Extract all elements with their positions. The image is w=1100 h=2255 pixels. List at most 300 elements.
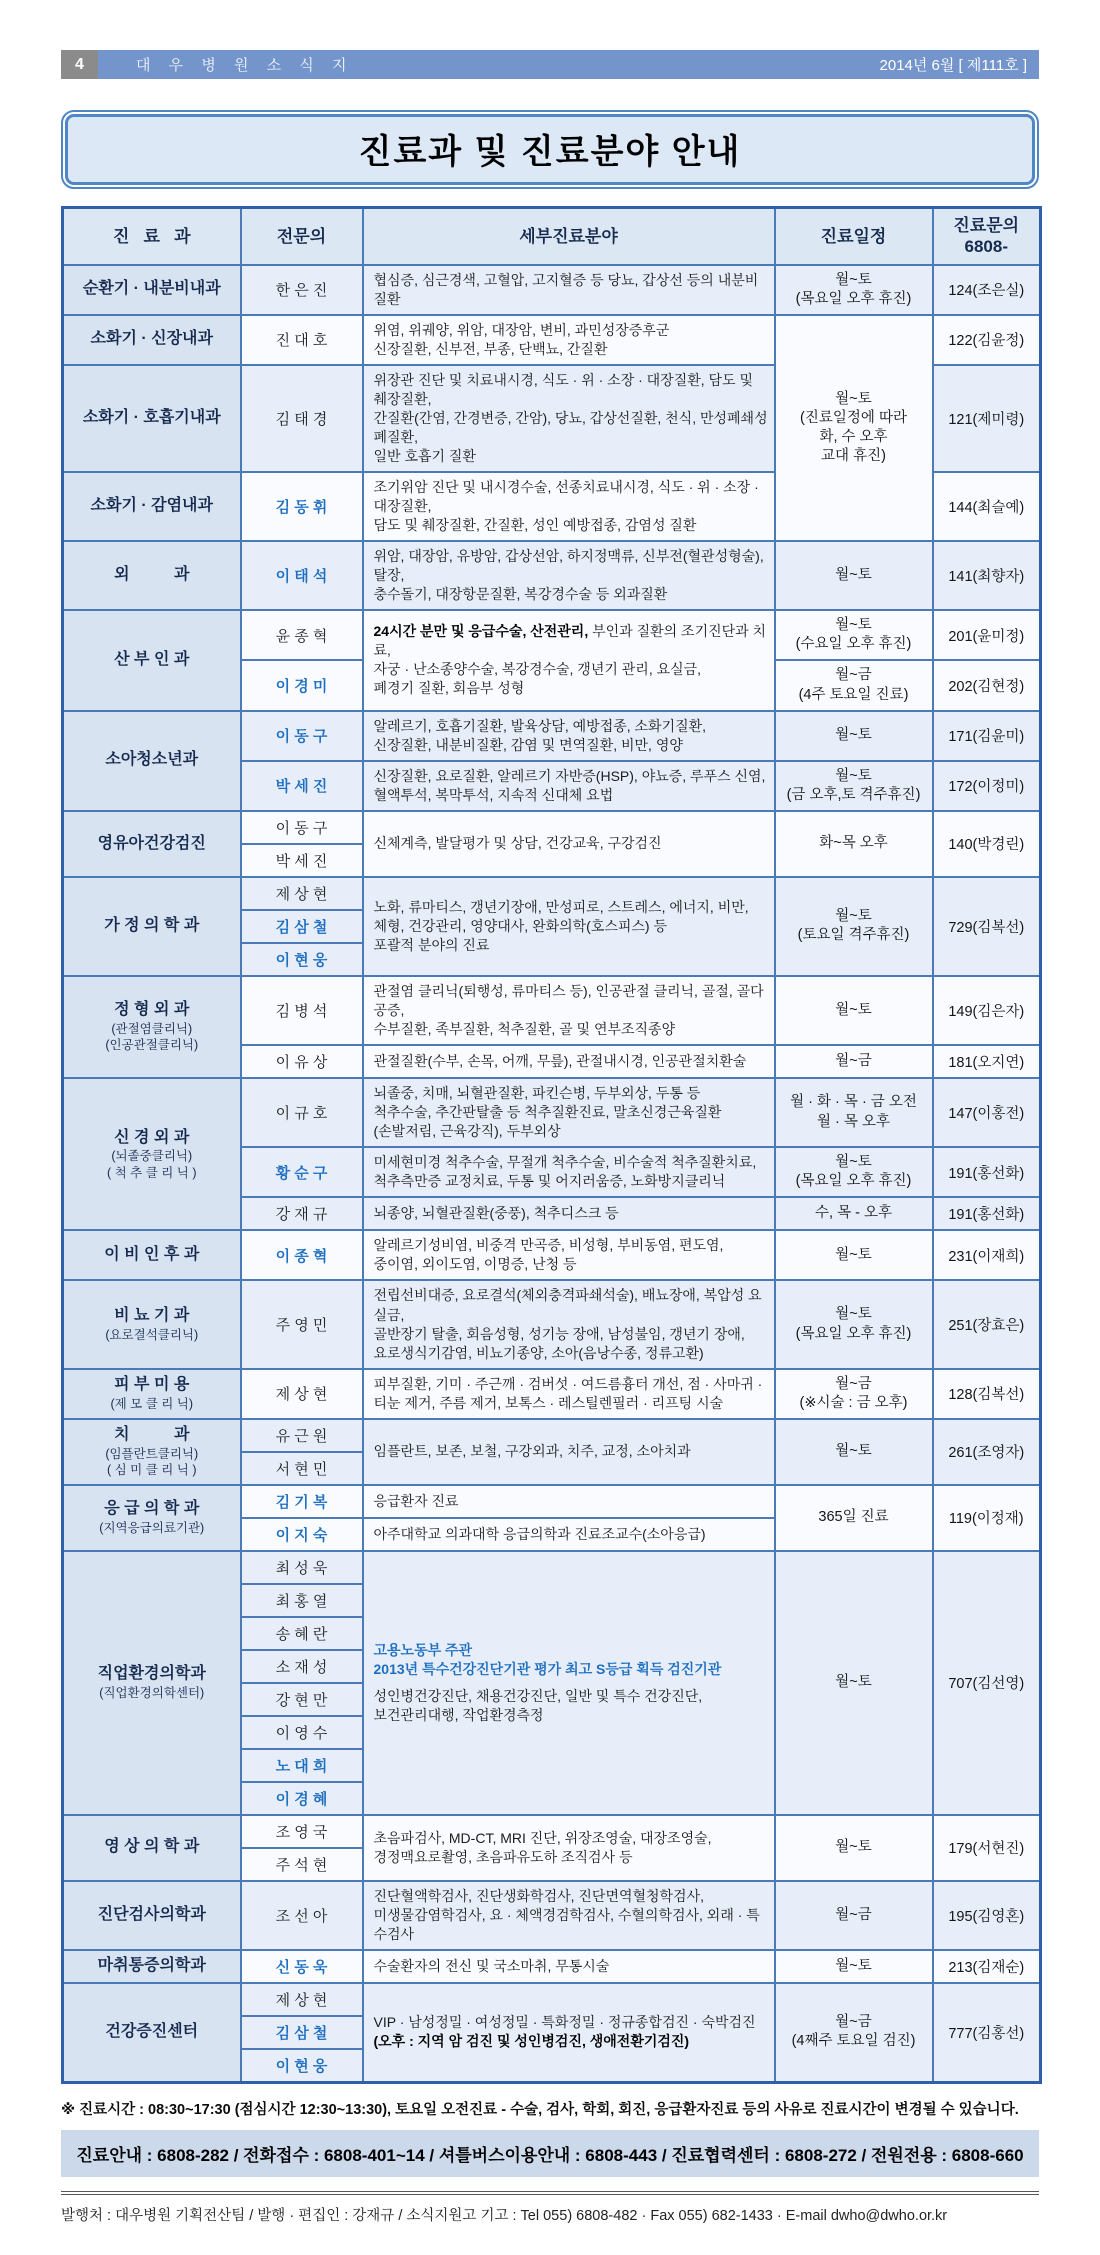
department-clinic-label: (지역응급의료기관) [99,1521,205,1536]
doctor-name: 제 상 현 [275,1386,328,1404]
doctor-cell [241,1683,363,1716]
doctor-cell [241,1518,363,1551]
phone-number: 201(윤미정) [948,628,1025,645]
doctor-cell [241,1280,363,1368]
schedule-line: (목요일 오후 휴진) [795,1325,912,1342]
table-row [63,711,1041,761]
col-header-schedule: 진료일정 [775,208,933,265]
detail-line: 담도 및 췌장질환, 간질환, 성인 예방접종, 감염성 질환 [373,517,697,534]
department-name: 진단검사의학과 [97,1905,206,1923]
detail-line: 알레르기, 호흡기질환, 발육상담, 예방접종, 소화기질환, [373,717,707,734]
doctor-cell [241,1983,363,2016]
department-cell [63,315,241,365]
schedule-cell [775,1078,933,1147]
schedule-line: 월~토 [835,1306,872,1323]
schedule-line: 월~토 [835,1957,872,1974]
department-cell [63,1280,241,1368]
department-clinic-label: (요로결석클리닉) [105,1327,199,1342]
table-row [63,1369,1041,1419]
schedule-cell [775,660,933,710]
phone-number: 122(김윤정) [948,333,1025,350]
detail-line: 조기위암 진단 및 내시경수술, 선종치료내시경, 식도 · 위 · 소장 · 대장질환, [373,478,759,514]
doctor-name: 주 영 민 [275,1317,328,1335]
detail-line: 노화, 류마티스, 갱년기장애, 만성피로, 스트레스, 에너지, 비만, [373,898,749,915]
phone-cell [933,1881,1041,1950]
phone-cell [933,315,1041,365]
phone-cell [933,1147,1041,1197]
schedule-cell [775,1419,933,1485]
phone-cell [933,1815,1041,1881]
detail-cell [363,541,775,610]
department-cell [63,541,241,610]
doctor-name: 제 상 현 [275,1991,328,2009]
schedule-cell [775,1950,933,1983]
department-clinic-label: (제 모 클 리 닉) [110,1396,194,1411]
detail-line: 중이염, 외이도염, 이명증, 난청 등 [373,1256,577,1273]
phone-cell [933,761,1041,811]
doctor-cell [241,1230,363,1280]
phone-cell [933,1230,1041,1280]
phone-number: 213(김재순) [948,1959,1025,1976]
detail-line: 고용노동부 주관 [373,1641,473,1658]
doctor-name: 조 영 국 [275,1823,328,1841]
newsletter-title: 대 우 병 원 소 식 지 [136,57,354,74]
schedule-line: 월~토 [835,1839,872,1856]
schedule-cell [775,1230,933,1280]
phone-number: 121(제미령) [948,411,1025,428]
doctor-name: 송 혜 란 [275,1625,328,1643]
department-name: 응 급 의 학 과 [104,1500,200,1518]
schedule-line: 교대 휴진) [821,448,886,465]
issue-label: 2014년 6월 [ 제111호 ] [879,57,1027,74]
schedule-line: 월~토 [835,1001,872,1018]
detail-cell [363,315,775,365]
doctor-cell [241,910,363,943]
doctor-cell [241,811,363,844]
detail-line: 골반장기 탈출, 회음성형, 성기능 장애, 남성불임, 갱년기 장애, [373,1325,745,1342]
table-row [63,1485,1041,1518]
department-name: 소아청소년과 [105,751,199,769]
schedule-cell [775,315,933,541]
phone-cell [933,610,1041,660]
doctor-name: 이 유 상 [275,1054,328,1072]
detail-cell [363,761,775,811]
phone-cell [933,1983,1041,2083]
schedule-line: 월 · 목 오후 [817,1113,890,1130]
doctor-name: 이 동 구 [275,728,328,746]
phone-cell [933,811,1041,877]
schedule-line: (수요일 오후 휴진) [795,636,912,653]
table-row [63,1419,1041,1452]
department-clinic-label: ( 척 추 클 리 닉 ) [106,1165,197,1180]
phone-cell [933,1485,1041,1551]
detail-cell [363,1078,775,1147]
phone-number: 181(오지연) [948,1055,1025,1072]
doctor-name: 김 동 휘 [275,499,328,517]
detail-line: 24시간 분만 및 응급수술, 산전관리, 부인과 질환의 조기진단과 치료, [373,623,767,659]
schedule-cell [775,1147,933,1197]
doctor-cell [241,711,363,761]
doctor-name: 주 석 현 [275,1856,328,1874]
table-row [63,1551,1041,1584]
department-cell [63,1815,241,1881]
doctor-cell [241,610,363,660]
doctor-name: 이 현 웅 [275,2057,328,2075]
schedule-cell [775,1881,933,1950]
doctor-cell [241,1749,363,1782]
doctor-name: 한 은 진 [275,282,328,300]
schedule-line: 화~목 오후 [819,835,888,852]
department-clinic-label: (임플란트클리닉) [105,1446,199,1461]
doctor-cell [241,844,363,877]
phone-number: 128(김복선) [948,1387,1025,1404]
detail-cell [363,1815,775,1881]
doctor-cell [241,1881,363,1950]
department-cell [63,365,241,472]
doctor-cell [241,1551,363,1584]
hours-note: ※ 진료시간 : 08:30~17:30 (점심시간 12:30~13:30), 토요일 오전진료 - 수술, 검사, 학회, 회진, 응급환자진료 등의 사유로 진료시간이 변경될 수 있습니다. [61,2101,1019,2118]
doctor-name: 김 삼 철 [275,918,328,936]
doctor-cell [241,2049,363,2083]
schedule-cell [775,265,933,315]
detail-cell [363,1045,775,1078]
detail-line: 혈액투석, 복막투석, 지속적 신대체 요법 [373,786,614,803]
department-cell [63,811,241,877]
doctor-name: 박 세 진 [275,778,328,796]
detail-line: 수술환자의 전신 및 국소마취, 무통시술 [373,1957,610,1974]
detail-line: 위암, 대장암, 유방암, 갑상선암, 하지정맥류, 신부전(혈관성형술), 탈장, [373,548,764,584]
col-header-detail-fields: 세부진료분야 [363,208,775,265]
department-cell [63,711,241,811]
phone-cell [933,541,1041,610]
department-cell [63,1230,241,1280]
doctor-cell [241,2016,363,2049]
department-name: 외 과 [114,566,190,584]
schedule-line: 월~금 [835,1053,872,1069]
phone-number: 231(이재희) [948,1248,1025,1265]
doctor-name: 신 동 욱 [275,1958,328,1976]
table-row [63,541,1041,610]
phone-cell [933,1950,1041,1983]
schedule-cell [775,1815,933,1881]
detail-cell [363,1551,775,1815]
doctor-cell [241,1452,363,1485]
schedule-cell [775,1983,933,2083]
doctor-name: 소 재 성 [275,1658,328,1676]
doctor-cell [241,1716,363,1749]
department-clinic-label: (뇌졸중클리닉) [111,1149,193,1164]
detail-cell [363,610,775,711]
doctor-name: 노 대 희 [275,1757,328,1775]
doctor-name: 이 영 수 [275,1724,328,1742]
doctor-cell [241,1617,363,1650]
detail-line: 관절질환(수부, 손목, 어깨, 무릎), 관절내시경, 인공관절치환술 [373,1053,747,1070]
schedule-line: 월~토 [835,1154,872,1171]
phone-number: 171(김윤미) [948,729,1025,746]
schedule-cell [775,1369,933,1419]
table-row [63,1983,1041,2016]
detail-cell [363,1518,775,1551]
detail-cell [363,1230,775,1280]
doctor-name: 김 병 석 [275,1003,328,1021]
schedule-line: 월~토 [835,567,872,584]
detail-line: 충수돌기, 대장항문질환, 복강경수술 등 외과질환 [373,586,668,603]
detail-line: 위장관 진단 및 치료내시경, 식도 · 위 · 소장 · 대장질환, 담도 및 췌장질환, [373,371,753,407]
phone-number: 149(김은자) [948,1004,1025,1021]
schedule-cell [775,1280,933,1368]
department-name: 피 부 미 용 [114,1376,190,1394]
detail-line: 알레르기성비염, 비중격 만곡증, 비성형, 부비동염, 편도염, [373,1237,724,1254]
col-header-specialist: 전문의 [241,208,363,265]
detail-cell [363,1197,775,1230]
department-clinic-label: ( 심 미 클 리 닉 ) [106,1463,197,1478]
schedule-line: (※시술 : 금 오후) [799,1394,908,1411]
detail-cell [363,877,775,976]
table-row [63,1815,1041,1848]
phone-number: 172(이정미) [948,779,1025,796]
detail-cell [363,1881,775,1950]
phone-number: 202(김현정) [948,679,1025,696]
detail-line: 신장질환, 내분비질환, 감염 및 면역질환, 비만, 영양 [373,736,683,753]
table-row [63,1230,1041,1280]
detail-line: 진단혈액학검사, 진단생화학검사, 진단면역혈청학검사, [373,1887,704,1904]
department-cell [63,1950,241,1983]
doctor-cell [241,1078,363,1147]
detail-cell [363,365,775,472]
col-header-phone: 진료문의 6808- [933,208,1041,265]
detail-line: 티눈 제거, 주름 제거, 보톡스 · 레스틸렌필러 · 리프팅 시술 [373,1394,724,1411]
detail-line: (손발저림, 근육강직), 두부외상 [373,1123,561,1140]
schedule-cell [775,761,933,811]
schedule-line: 화, 수 오후 [819,428,888,445]
schedule-cell [775,976,933,1045]
phone-cell [933,1419,1041,1485]
schedule-line: (목요일 오후 휴진) [795,1173,912,1190]
detail-line: 아주대학교 의과대학 응급의학과 진료조교수(소아응급) [373,1525,706,1542]
schedule-cell [775,1485,933,1551]
doctor-cell [241,365,363,472]
department-cell [63,1485,241,1551]
schedule-cell [775,1197,933,1230]
department-name: 소화기 · 감염내과 [90,497,213,515]
schedule-cell [775,541,933,610]
doctor-name: 이 지 숙 [275,1526,328,1544]
phone-cell [933,472,1041,541]
phone-cell [933,365,1041,472]
phone-number: 251(장효은) [948,1318,1025,1335]
doctor-cell [241,1815,363,1848]
phone-number: 195(김영혼) [948,1908,1025,1925]
phone-number: 147(이홍전) [948,1106,1025,1123]
publisher-line: 발행처 : 대우병원 기획전산팀 / 발행 · 편집인 : 강재규 / 소식지원고 기고 : Tel 055) 6808-482 · Fax 055) 682-1433 · E-mail dwho@dwho.or.kr [61,2191,1039,2225]
detail-line: 포괄적 분야의 진료 [373,936,490,953]
detail-line: 성인병건강진단, 채용건강진단, 일반 및 특수 건강진단, [373,1687,703,1704]
schedule-cell [775,1551,933,1815]
doctor-name: 김 기 복 [275,1493,328,1511]
phone-cell [933,660,1041,710]
detail-line: 간질환(간염, 간경변증, 간암), 당뇨, 갑상선질환, 천식, 만성폐쇄성 폐질환, [373,409,768,445]
detail-line: 2013년 특수건강진단기관 평가 최고 S등급 획득 검진기관 [373,1660,722,1677]
detail-line: (오후 : 지역 암 검진 및 성인병검진, 생애전환기검진) [373,2033,690,2050]
detail-line: 일반 호흡기 질환 [373,447,476,464]
doctor-name: 이 태 석 [275,568,328,586]
doctor-cell [241,1147,363,1197]
table-row [63,1280,1041,1368]
doctor-name: 이 경 미 [275,678,328,696]
clinic-table [61,206,1042,2084]
detail-line: 관절염 클리닉(퇴행성, 류마티스 등), 인공관절 클리닉, 골절, 골다공증, [373,982,764,1018]
schedule-line: 월~금 [835,667,872,684]
department-name: 가 정 의 학 과 [104,917,200,935]
doctor-name: 강 재 규 [275,1206,328,1224]
doctor-cell [241,1950,363,1983]
detail-line: VIP · 남성정밀 · 여성정밀 · 특화정밀 · 정규종합검진 · 숙박검진 [373,2014,756,2031]
department-cell [63,472,241,541]
schedule-line: 월~토 [835,1443,872,1460]
department-name: 산 부 인 과 [114,651,190,668]
doctor-name: 이 종 혁 [275,1247,328,1265]
detail-line: 전립선비대증, 요로결석(체외충격파쇄석술), 배뇨장애, 복압성 요실금, [373,1287,762,1323]
schedule-line: (토요일 격주휴진) [797,927,910,944]
detail-line: 수부질환, 족부질환, 척추질환, 골 및 연부조직종양 [373,1021,676,1038]
schedule-cell [775,877,933,976]
doctor-name: 최 성 욱 [275,1559,328,1577]
schedule-line: 월~토 [835,390,872,407]
detail-line: 뇌졸중, 치매, 뇌혈관질환, 파킨슨병, 두부외상, 두통 등 [373,1085,701,1102]
phone-cell [933,1045,1041,1078]
department-name: 소화기 · 신장내과 [90,330,213,348]
phone-cell [933,711,1041,761]
phone-cell [933,1078,1041,1147]
doctor-name: 조 선 아 [275,1907,328,1925]
page-header-bar [61,50,1039,79]
doctor-name: 서 현 민 [275,1460,328,1478]
doctor-cell [241,541,363,610]
schedule-line: 월~토 [835,767,872,784]
table-row [63,976,1041,1045]
department-name: 직업환경의학과 [97,1665,206,1683]
schedule-line: 월~토 [835,1246,872,1263]
department-cell [63,1551,241,1815]
department-cell [63,1983,241,2083]
phone-number: 261(조영자) [948,1445,1025,1462]
table-header-row [63,208,1041,265]
page-number: 4 [61,50,98,79]
table-row [63,877,1041,910]
doctor-name: 이 동 구 [275,819,328,837]
detail-cell [363,1280,775,1368]
phone-number: 144(최슬예) [948,500,1025,517]
detail-cell [363,1369,775,1419]
detail-line: 응급환자 진료 [373,1492,459,1509]
contact-bar: 진료안내 : 6808-282 / 전화접수 : 6808-401~14 / 셔틀버스이용안내 : 6808-443 / 진료협력센터 : 6808-272 / 전원전용 : 6808-660 [61,2130,1039,2177]
department-name: 신 경 외 과 [114,1128,190,1146]
department-cell [63,1419,241,1485]
doctor-name: 이 경 혜 [275,1790,328,1808]
phone-number: 191(홍선화) [948,1207,1025,1224]
doctor-name: 황 순 구 [275,1164,328,1182]
doctor-cell [241,943,363,976]
doctor-cell [241,1419,363,1452]
table-row [63,1881,1041,1950]
phone-cell [933,265,1041,315]
department-name: 소화기 · 호흡기내과 [82,408,221,426]
detail-line: 경정맥요로촬영, 초음파유도하 조직검사 등 [373,1848,633,1865]
schedule-line: 월~금 [835,1906,872,1923]
phone-cell [933,976,1041,1045]
department-name: 치 과 [114,1426,190,1444]
table-row [63,610,1041,660]
department-cell [63,1881,241,1950]
doctor-cell [241,877,363,910]
schedule-cell [775,610,933,660]
detail-line: 자궁 · 난소종양수술, 복강경수술, 갱년기 관리, 요실금, [373,661,702,678]
phone-number: 777(김홍선) [948,2025,1025,2042]
doctor-cell [241,1197,363,1230]
department-name: 정 형 외 과 [114,1001,190,1019]
table-row [63,265,1041,315]
detail-cell [363,711,775,761]
doctor-cell [241,1485,363,1518]
schedule-cell [775,711,933,761]
doctor-name: 진 대 호 [275,332,328,350]
doctor-name: 강 현 만 [275,1691,328,1709]
detail-line: 미세현미경 척추수술, 무절개 척추수술, 비수술적 척추질환치료, [373,1154,757,1171]
doctor-cell [241,265,363,315]
department-name: 이 비 인 후 과 [104,1246,200,1264]
phone-number: 707(김선영) [948,1676,1025,1693]
phone-cell [933,877,1041,976]
table-row [63,811,1041,844]
phone-cell [933,1280,1041,1368]
schedule-line: (목요일 오후 휴진) [795,290,912,307]
phone-number: 729(김복선) [948,919,1025,936]
schedule-cell [775,1045,933,1078]
detail-cell [363,1983,775,2083]
doctor-name: 김 삼 철 [275,2024,328,2042]
doctor-name: 윤 종 혁 [275,627,328,645]
schedule-line: (진료일정에 따라 [800,409,907,426]
detail-line: 위염, 위궤양, 위암, 대장암, 변비, 과민성장증후군 [373,321,670,338]
table-row [63,1078,1041,1147]
department-cell [63,877,241,976]
detail-cell [363,1147,775,1197]
detail-line: 체형, 건강관리, 영양대사, 완화의학(호스피스) 등 [373,917,668,934]
detail-cell [363,1419,775,1485]
detail-line: 신장질환, 요로질환, 알레르기 자반증(HSP), 야뇨증, 루푸스 신염, [373,767,766,784]
detail-line: 피부질환, 기미 · 주근깨 · 검버섯 · 여드름흉터 개선, 점 · 사마귀 · [373,1375,763,1392]
doctor-cell [241,976,363,1045]
doctor-cell [241,660,363,710]
detail-line: 협심증, 심근경색, 고혈압, 고지혈증 등 당뇨, 갑상선 등의 내분비 질환 [373,271,759,307]
doctor-name: 유 근 원 [275,1427,328,1445]
phone-number: 140(박경린) [948,837,1025,854]
schedule-line: 월~토 [835,271,872,288]
department-name: 영유아건강검진 [97,834,206,852]
title-box-inner [65,114,1035,185]
detail-line: 신장질환, 신부전, 부종, 단백뇨, 간질환 [373,340,608,357]
doctor-cell [241,1782,363,1815]
doctor-name: 이 규 호 [275,1105,328,1123]
detail-line: 신체계측, 발달평가 및 상담, 건강교육, 구강검진 [373,835,662,852]
department-cell [63,976,241,1078]
detail-line: 뇌종양, 뇌혈관질환(중풍), 척추디스크 등 [373,1205,619,1222]
phone-cell [933,1197,1041,1230]
detail-cell [363,1950,775,1983]
schedule-line: (4주 토요일 진료) [798,686,909,703]
doctor-cell [241,1650,363,1683]
title-box [61,110,1039,189]
